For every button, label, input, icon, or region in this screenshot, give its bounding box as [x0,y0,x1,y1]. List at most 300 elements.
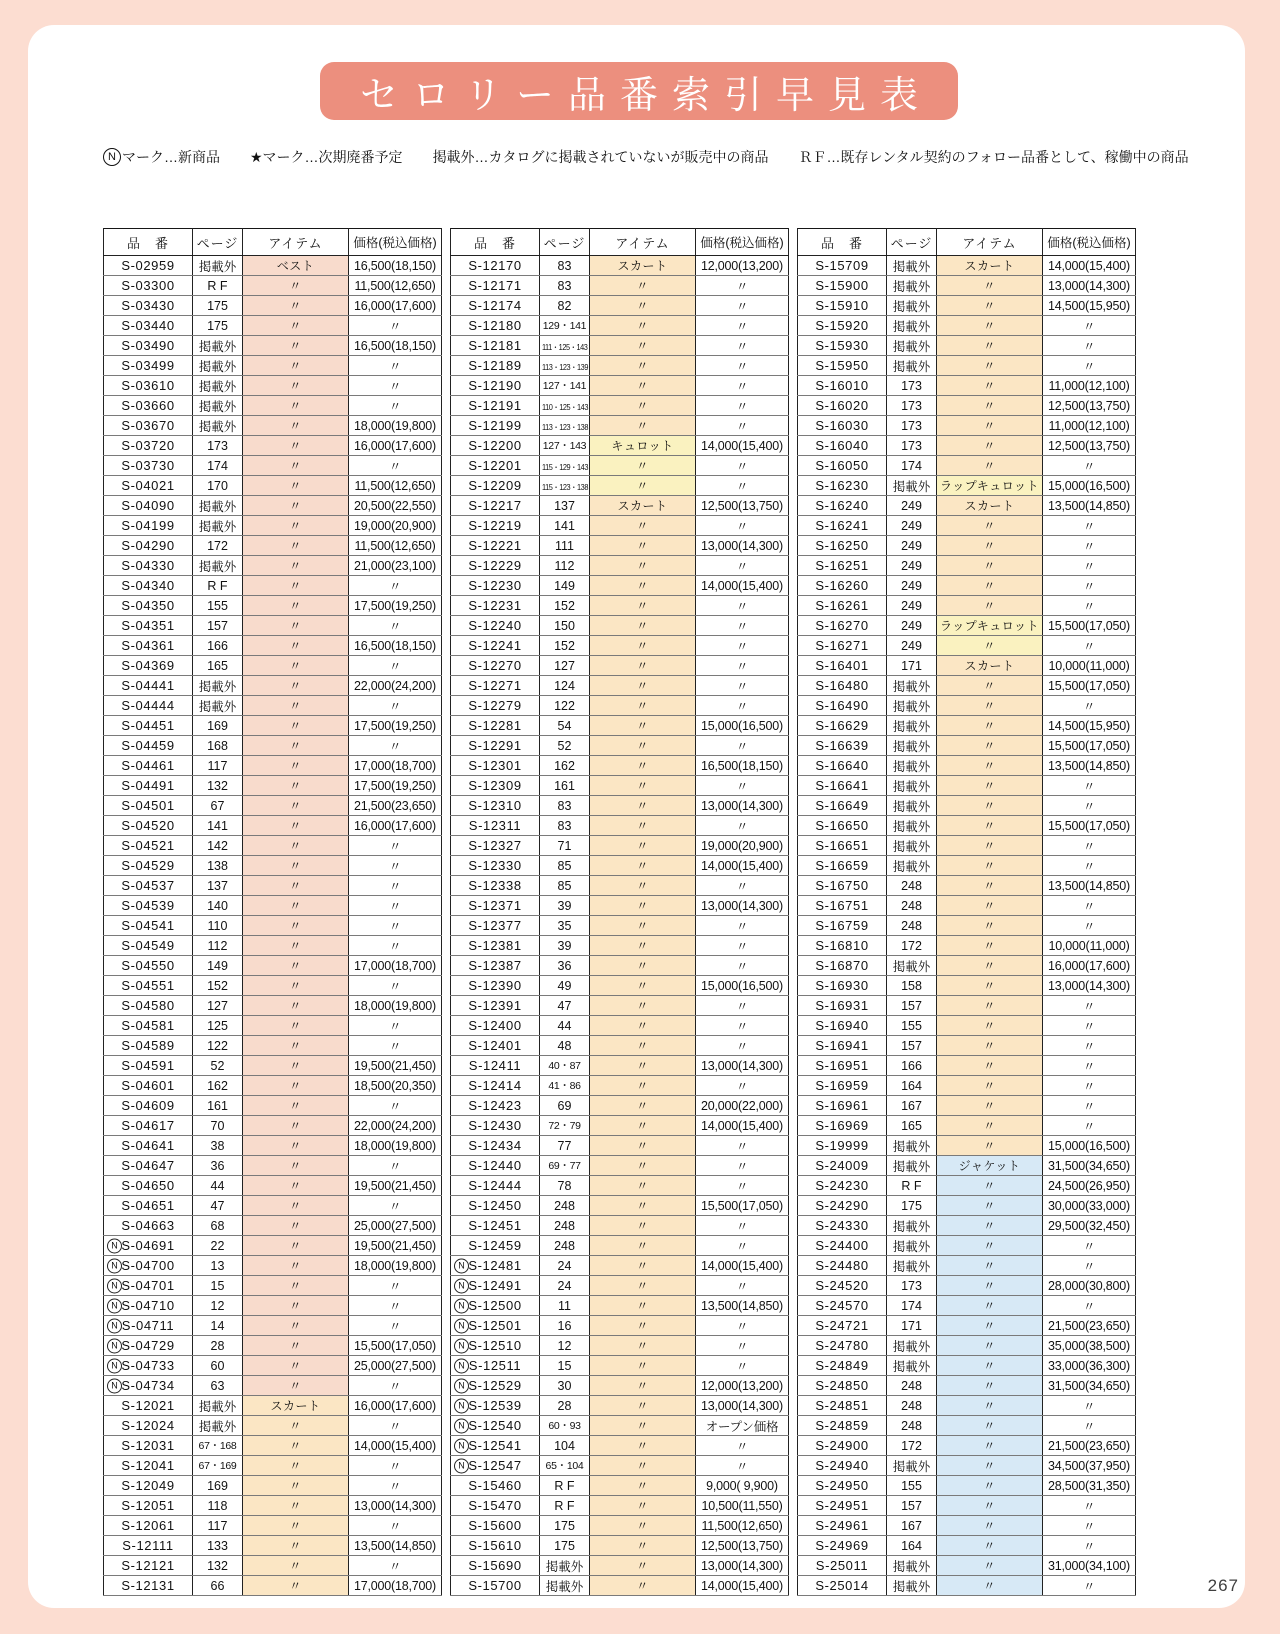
price-cell: 〃 [696,696,789,716]
product-code: S-12189 [468,358,522,373]
table-row [451,1096,789,1116]
table-row [451,1156,789,1176]
product-code-cell [451,776,540,796]
product-code-cell [451,336,540,356]
page-value: 12 [557,1338,572,1353]
item-cell: スカート [937,256,1043,276]
page-value: 15 [210,1278,225,1293]
page-value: 248 [901,878,922,893]
table-row [798,376,1136,396]
product-code: S-12240 [468,618,522,633]
item-cell: 〃 [937,1456,1043,1476]
item-cell: 〃 [937,336,1043,356]
product-code: S-12434 [468,1138,522,1153]
page-value: 165 [901,1118,922,1133]
item-cell: 〃 [937,1136,1043,1156]
page-cell [193,776,243,796]
product-code-cell [798,1016,887,1036]
legend-not-listed-text: 掲載外…カタログに掲載されていないが販売中の商品 [432,149,769,165]
product-code-cell [798,976,887,996]
product-code: S-16251 [815,558,869,573]
product-code-cell [104,1496,193,1516]
product-code: S-03440 [121,318,175,333]
product-code-cell [798,1456,887,1476]
product-code-cell [104,896,193,916]
table-row [798,936,1136,956]
page-value: 掲載外 [198,359,237,374]
item-cell: 〃 [243,1176,349,1196]
table-row [798,476,1136,496]
table-row [104,1136,442,1156]
price-cell: 〃 [1043,1016,1136,1036]
page-value: 65・104 [545,1460,584,1472]
page-value: 249 [901,518,922,533]
product-code-cell [104,1516,193,1536]
price-cell: 11,500(12,650) [696,1516,789,1536]
page-value: 67 [210,798,225,813]
product-code: S-16050 [815,458,869,473]
page-value: 173 [901,378,922,393]
page-cell [193,1096,243,1116]
page-value: 掲載外 [198,679,237,694]
item-cell: 〃 [590,696,696,716]
item-cell: 〃 [243,616,349,636]
price-cell: 〃 [696,316,789,336]
item-cell: 〃 [243,696,349,716]
page-cell [540,1356,590,1376]
product-code-cell [798,1236,887,1256]
table-row [798,1396,1136,1416]
page-value: 54 [557,718,572,733]
item-cell: 〃 [243,416,349,436]
product-code-cell [798,1356,887,1376]
table-row [451,1416,789,1436]
product-code-cell [451,476,540,496]
page-cell [887,756,937,776]
product-code: S-16230 [815,478,869,493]
page-cell [887,1296,937,1316]
item-cell: ジャケット [937,1156,1043,1176]
page-value: 171 [901,658,922,673]
price-cell: 〃 [696,596,789,616]
page-cell [887,956,937,976]
table-row [104,376,442,396]
product-code-cell [451,1036,540,1056]
page-value: 173 [901,1278,922,1293]
price-cell: 〃 [696,1436,789,1456]
price-cell: 12,000(13,200) [696,256,789,276]
page-value: 138 [207,858,228,873]
table-row [798,1296,1136,1316]
product-code: S-16401 [815,658,869,673]
product-code-cell [104,1336,193,1356]
product-code-cell [104,296,193,316]
table-row [451,796,789,816]
product-code-cell [104,1396,193,1416]
product-code: S-12061 [121,1518,175,1533]
page-cell [540,1196,590,1216]
product-code: S-24520 [815,1278,869,1293]
table-row [451,656,789,676]
table-row [104,276,442,296]
page-value: 172 [207,538,228,553]
price-cell: 13,500(14,850) [1043,756,1136,776]
product-code-cell [104,376,193,396]
item-cell: 〃 [937,1016,1043,1036]
table-row [104,536,442,556]
product-code-cell [451,1216,540,1236]
price-cell: 11,500(12,650) [349,276,442,296]
table-row [451,1236,789,1256]
table-body [104,256,442,1596]
item-cell: 〃 [937,1256,1043,1276]
table-row [798,1316,1136,1336]
item-cell: 〃 [590,1016,696,1036]
page-value: 77 [557,1138,572,1153]
item-cell: 〃 [243,496,349,516]
product-code-cell [451,636,540,656]
item-cell: 〃 [243,776,349,796]
product-code: S-12451 [468,1218,522,1233]
product-code-cell [104,316,193,336]
page-cell [540,1516,590,1536]
price-cell: 〃 [1043,1536,1136,1556]
product-code-cell [451,1256,540,1276]
product-code-cell [104,816,193,836]
product-code-cell [798,1296,887,1316]
new-product-icon: N [454,1278,469,1293]
page-value: 15 [557,1358,572,1373]
product-code: S-04591 [121,1058,175,1073]
price-cell: 〃 [1043,916,1136,936]
product-code: S-15910 [815,298,869,313]
page-cell [193,716,243,736]
item-cell: 〃 [590,816,696,836]
page-value: 175 [207,298,228,313]
table-row [104,1576,442,1596]
table-row [451,336,789,356]
item-cell: 〃 [937,836,1043,856]
item-cell: 〃 [243,916,349,936]
table-row [104,1236,442,1256]
product-code-cell [798,1396,887,1416]
item-cell: 〃 [937,1116,1043,1136]
page-value: 164 [901,1538,922,1553]
item-cell: 〃 [937,516,1043,536]
product-code: S-16639 [815,738,869,753]
item-cell: 〃 [590,796,696,816]
item-cell: 〃 [243,296,349,316]
page-cell [540,1276,590,1296]
product-code-cell [798,796,887,816]
product-code: S-12387 [468,958,522,973]
page-cell [887,916,937,936]
page-cell [193,356,243,376]
item-cell: 〃 [243,1356,349,1376]
page-cell [540,1136,590,1156]
table-row [104,976,442,996]
price-cell: 〃 [1043,636,1136,656]
item-cell: スカート [937,656,1043,676]
product-code-cell [451,836,540,856]
product-code-cell [451,516,540,536]
item-cell: 〃 [243,1476,349,1496]
page-cell [540,376,590,396]
page-cell [887,1396,937,1416]
page-value: 174 [207,458,228,473]
product-code: S-16020 [815,398,869,413]
product-code-cell [104,556,193,576]
item-cell: 〃 [937,736,1043,756]
product-code: S-04580 [121,998,175,1013]
product-code: S-16030 [815,418,869,433]
page-cell [193,1036,243,1056]
page-value: 66 [210,1578,225,1593]
product-code: S-16959 [815,1078,869,1093]
table-row [798,556,1136,576]
product-code: S-12311 [468,818,522,833]
table-row [104,1536,442,1556]
page-cell [887,1456,937,1476]
item-cell: 〃 [937,1536,1043,1556]
product-code-cell [798,1116,887,1136]
product-code: S-12174 [468,298,522,313]
table-row [451,636,789,656]
new-product-icon: N [454,1458,469,1473]
table-row [104,996,442,1016]
product-code: S-04441 [121,678,175,693]
item-cell: 〃 [590,536,696,556]
page-value: 39 [557,898,572,913]
page-value: 118 [207,1498,228,1513]
page-value: 78 [557,1178,572,1193]
table-row [798,1076,1136,1096]
product-code-cell [798,1196,887,1216]
page-cell [193,1356,243,1376]
table-row [451,416,789,436]
page-value: 60・93 [548,1420,581,1432]
product-code-cell [451,1516,540,1536]
product-code-cell [798,596,887,616]
item-cell: 〃 [937,756,1043,776]
item-cell: 〃 [243,1436,349,1456]
page-cell [540,836,590,856]
item-cell: 〃 [937,1236,1043,1256]
page-cell [540,276,590,296]
page-value: 掲載外 [892,1259,931,1274]
table-row [798,1416,1136,1436]
table-row [798,776,1136,796]
item-cell: 〃 [590,416,696,436]
page-cell [193,1556,243,1576]
product-code: S-12430 [468,1118,522,1133]
table-row [104,736,442,756]
item-cell: 〃 [243,1156,349,1176]
page-value: R F [207,578,228,593]
product-code: S-04651 [121,1198,175,1213]
item-cell: 〃 [937,1076,1043,1096]
product-code: S-15690 [468,1558,522,1573]
page-cell [193,696,243,716]
table-row [798,676,1136,696]
product-code: S-04444 [121,698,175,713]
legend-new-product-text: マーク…新商品 [122,149,220,165]
product-code: S-16629 [815,718,869,733]
table-row [451,696,789,716]
page-cell [887,336,937,356]
price-cell: 16,500(18,150) [349,636,442,656]
price-cell: 29,500(32,450) [1043,1216,1136,1236]
product-code: S-04729 [121,1338,175,1353]
page-value: 掲載外 [892,299,931,314]
table-row [798,1016,1136,1036]
new-product-icon: N [107,1258,122,1273]
page-cell [540,816,590,836]
price-cell: 〃 [1043,516,1136,536]
item-cell: 〃 [243,836,349,856]
table-row [451,516,789,536]
page-value: 85 [557,858,572,873]
product-code-cell [104,936,193,956]
page-value: 44 [210,1178,225,1193]
page-cell [887,276,937,296]
price-cell: 〃 [696,516,789,536]
new-product-icon: N [107,1238,122,1253]
product-code-cell [451,896,540,916]
product-code: S-03610 [121,378,175,393]
item-cell: 〃 [243,436,349,456]
product-code: S-12021 [121,1398,175,1413]
price-cell: 〃 [696,1156,789,1176]
price-cell: 13,500(14,850) [1043,496,1136,516]
page-cell [540,476,590,496]
new-product-icon: N [454,1438,469,1453]
table-row [104,296,442,316]
page-cell [887,256,937,276]
price-cell: 12,500(13,750) [696,1536,789,1556]
table-row [451,1576,789,1596]
page-cell [540,1076,590,1096]
product-code: S-24850 [815,1378,869,1393]
product-code: S-04340 [121,578,175,593]
product-code: S-24951 [815,1498,869,1513]
item-cell: 〃 [937,696,1043,716]
product-index-table-middle [450,228,789,1596]
product-code-cell [451,356,540,376]
page-value: 132 [207,1558,228,1573]
price-cell: 15,500(17,050) [1043,816,1136,836]
page-cell [887,1416,937,1436]
page-cell [193,796,243,816]
page-cell [193,656,243,676]
product-code: S-12049 [121,1478,175,1493]
item-cell: 〃 [590,1036,696,1056]
price-cell: 〃 [1043,356,1136,376]
item-cell: 〃 [590,356,696,376]
page-cell [193,1156,243,1176]
page-value: 38 [210,1138,225,1153]
item-cell: 〃 [243,1116,349,1136]
product-code: S-04549 [121,938,175,953]
product-code: S-04361 [121,638,175,653]
item-cell: 〃 [937,276,1043,296]
table-row [104,596,442,616]
table-row [451,1456,789,1476]
price-cell: 19,500(21,450) [349,1056,442,1076]
page-cell [540,456,590,476]
page-value: 248 [901,1418,922,1433]
product-code-cell [104,616,193,636]
table-row [451,676,789,696]
page-value: 24 [557,1258,572,1273]
item-cell: 〃 [243,716,349,736]
price-cell: 11,500(12,650) [349,476,442,496]
product-code-cell [104,1136,193,1156]
product-code: S-24940 [815,1458,869,1473]
item-cell: 〃 [937,416,1043,436]
price-cell: 〃 [1043,836,1136,856]
product-code-cell [104,976,193,996]
price-cell: 〃 [1043,556,1136,576]
product-code-cell [104,496,193,516]
table-row [798,296,1136,316]
table-row [104,556,442,576]
item-cell: 〃 [590,736,696,756]
item-cell: 〃 [937,356,1043,376]
item-cell: 〃 [937,1476,1043,1496]
product-code: S-24400 [815,1238,869,1253]
price-cell: 17,000(18,700) [349,956,442,976]
page-cell [193,476,243,496]
product-code: S-04601 [121,1078,175,1093]
item-cell: 〃 [243,1036,349,1056]
page-cell [540,436,590,456]
page-value: R F [554,1498,575,1513]
item-cell: 〃 [590,1276,696,1296]
product-code-cell [798,376,887,396]
product-code: S-12041 [121,1458,175,1473]
table-row [451,1376,789,1396]
page-value: 71 [557,838,572,853]
page-cell [193,936,243,956]
page-cell [887,456,937,476]
price-cell: 10,500(11,550) [696,1496,789,1516]
product-code-cell [451,916,540,936]
page-cell [193,876,243,896]
item-cell: 〃 [937,1396,1043,1416]
page-cell [887,896,937,916]
price-cell: 〃 [349,1516,442,1536]
table-row [104,316,442,336]
price-cell: 15,500(17,050) [349,1336,442,1356]
price-cell: 13,000(14,300) [696,536,789,556]
page-value: 249 [901,498,922,513]
product-code: S-12541 [468,1438,522,1453]
item-cell: 〃 [243,1376,349,1396]
item-cell: 〃 [590,1536,696,1556]
page-value: 173 [207,438,228,453]
table-row [451,976,789,996]
table-row [451,1556,789,1576]
table-row [104,776,442,796]
product-code: S-12191 [468,398,522,413]
header-row [104,229,442,256]
product-code-cell [104,1276,193,1296]
product-code-cell [798,576,887,596]
product-code-cell [798,416,887,436]
table-row [104,256,442,276]
page-cell [193,636,243,656]
